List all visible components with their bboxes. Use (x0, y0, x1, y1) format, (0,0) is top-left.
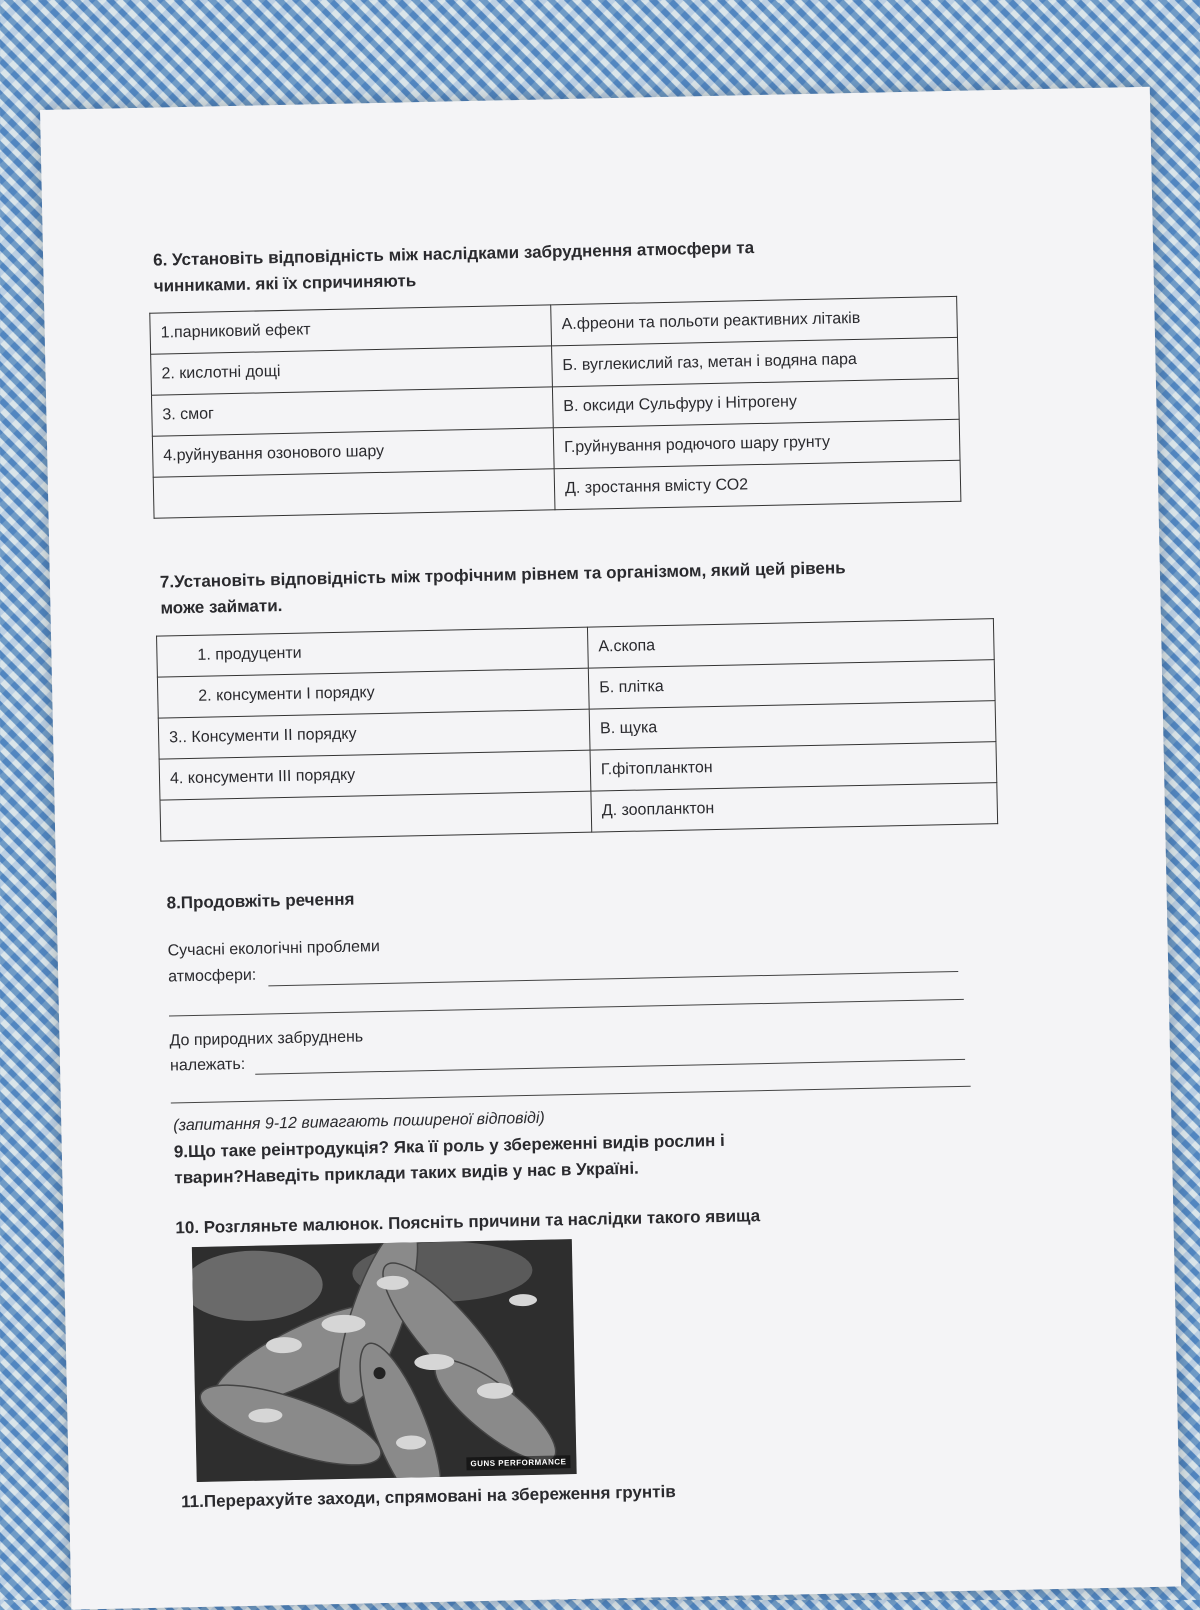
answer-line (255, 1059, 965, 1075)
q6-left-cell: 1.парниковий ефект (150, 305, 552, 354)
q6-title-line2: чинниками. які їх спричиняють (153, 271, 417, 296)
q6-title-line1: 6. Установіть відповідність між наслідками забруднення атмосфери та (152, 238, 755, 270)
q8-sentence2-line2: належать: (169, 1055, 246, 1075)
photo-watermark: GUNS PERFORMANCE (466, 1455, 570, 1470)
q6-right-cell: В. оксиди Сульфуру і Нітрогену (552, 378, 959, 427)
q7-title-line2: може займати. (160, 596, 283, 618)
q6-right-cell: Б. вуглекислий газ, метан і водяна пара (552, 337, 959, 386)
q9-line2: тварин?Наведіть приклади таких видів у нас в Україні. (174, 1158, 639, 1188)
q6-left-cell: 2. кислотні дощі (151, 346, 553, 395)
q11-title: 11.Перерахуйте заходи, спрямовані на збереження грунтів (180, 1481, 676, 1512)
q7-title (160, 555, 847, 621)
q7-left-cell (160, 791, 592, 841)
answer-line (268, 971, 958, 986)
q6-left-cell: 3. смог (151, 387, 553, 436)
q7-left-cell: 2. консументи І порядку (157, 668, 589, 718)
q6-right-cell: Г.руйнування родючого шару грунту (553, 419, 960, 468)
answer-line (169, 999, 964, 1017)
leaf-photo (192, 1239, 577, 1482)
q6-match-table (149, 296, 961, 519)
q6-title (153, 235, 755, 300)
q8-sentence2-line1: До природних забруднень (169, 1028, 364, 1050)
q8-sentence1-line1: Сучасні екологічні проблеми (167, 938, 381, 960)
q7-right-cell: В. щука (589, 701, 996, 750)
q9-line1: 9.Що таке реінтродукція? Яка її роль у збереженні видів рослин і (173, 1130, 725, 1162)
answer-line (171, 1086, 971, 1104)
q7-left-cell: 3.. Консументи ІІ порядку (158, 709, 590, 759)
note-text: (запитання 9-12 вимагають поширеної відповіді) (173, 1109, 545, 1135)
leaf-image (192, 1239, 577, 1482)
q7-right-cell: А.скопа (587, 619, 994, 668)
q10-title: 10. Розгляньте малюнок. Поясніть причини та наслідки такого явища (175, 1206, 761, 1238)
worksheet-page (40, 87, 1181, 1610)
q7-right-cell: Г.фітопланктон (590, 742, 997, 791)
q6-right-cell: Д. зростання вмісту СО2 (554, 460, 961, 509)
q6-left-cell: 4.руйнування озонового шару (152, 428, 554, 477)
q7-left-cell: 1. продуценти (157, 627, 589, 677)
q6-right-cell: А.фреони та польоти реактивних літаків (551, 296, 958, 345)
q7-right-cell: Д. зоопланктон (591, 783, 998, 832)
q7-right-cell: Б. плітка (588, 660, 995, 709)
q7-title-line1: 7.Установіть відповідність між трофічним рівнем та організмом, який цей рівень (159, 558, 846, 592)
q7-match-table (156, 618, 998, 842)
q8-title: 8.Продовжіть речення (166, 889, 355, 913)
q8-sentence1-line2: атмосфери: (168, 966, 257, 986)
q9-title (174, 1128, 726, 1192)
q6-left-cell (153, 469, 555, 518)
q7-left-cell: 4. консументи ІІІ порядку (159, 750, 591, 800)
